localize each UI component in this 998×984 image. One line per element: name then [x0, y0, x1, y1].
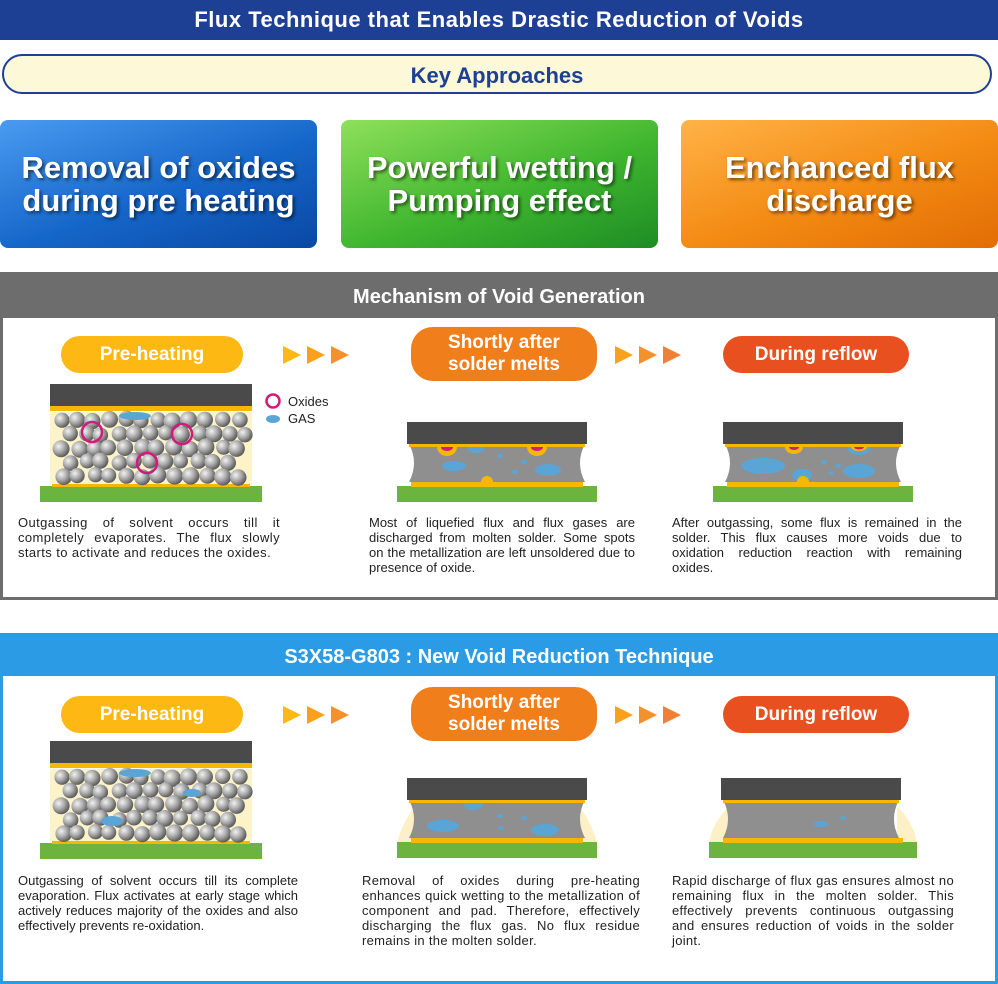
- chevron-right-icon: [615, 344, 685, 366]
- reflow-illustration: [703, 776, 933, 862]
- legend-markers: [265, 393, 285, 433]
- solder-ball: [166, 824, 183, 841]
- key-approaches-banner: Key Approaches: [2, 54, 992, 94]
- solder-ball: [191, 453, 207, 469]
- stage-label-line: solder melts: [448, 354, 560, 375]
- solder-ball: [70, 468, 85, 483]
- solder-ball: [149, 823, 166, 840]
- approach-line: Enchanced flux: [724, 150, 955, 185]
- solder-ball: [101, 468, 116, 483]
- solder-ball: [101, 768, 118, 785]
- approach-line: Pumping effect: [387, 183, 612, 218]
- solder-ball: [54, 770, 69, 785]
- solder-ball: [149, 466, 166, 483]
- solder-ball: [197, 438, 214, 455]
- solder-ball: [182, 467, 199, 484]
- solder-ball: [88, 467, 103, 482]
- approach-wetting: [341, 120, 658, 248]
- stage-label-line: Shortly after: [448, 332, 560, 353]
- solder-ball: [63, 783, 78, 798]
- gas-bubble: [183, 789, 201, 797]
- solder-ball: [54, 413, 69, 428]
- solder-ball: [69, 412, 85, 428]
- solder-ball: [204, 454, 220, 470]
- legend-oxides: Oxides: [288, 394, 329, 409]
- new-desc-after-melt: Removal of oxides during pre-heating enhances quick wetting to the metallization of component and pad. Therefore, effectively discharging the flux gas. No flux residue remains in the molten solder.: [362, 873, 640, 948]
- solder-ball: [55, 825, 72, 842]
- solder-ball: [117, 796, 134, 813]
- solder-ball: [180, 768, 197, 785]
- chevron-right-icon: [283, 704, 353, 726]
- solder-ball: [79, 783, 95, 799]
- stage-label-line: Shortly after: [448, 692, 560, 713]
- legend-labels: [288, 393, 328, 427]
- solder-ball: [118, 825, 134, 841]
- oxide-legend-icon: [267, 395, 280, 408]
- solder-ball: [228, 797, 245, 814]
- solder-ball: [143, 425, 159, 441]
- solder-ball: [117, 439, 134, 456]
- solder-ball: [126, 810, 142, 826]
- solder-ball: [173, 454, 188, 469]
- solder-ball: [166, 467, 183, 484]
- solder-ball: [101, 825, 116, 840]
- stage-preheating-label: Pre-heating: [61, 696, 243, 733]
- solder-ball: [237, 427, 252, 442]
- gas-bubble: [119, 412, 151, 420]
- chevron-right-icon: [615, 704, 685, 726]
- solder-ball: [112, 783, 128, 799]
- stage-reflow-label: During reflow: [723, 336, 909, 373]
- chevron-right-icon: [283, 344, 353, 366]
- approach-line: Powerful wetting /: [366, 150, 633, 185]
- solder-ball: [70, 825, 85, 840]
- stage-after-melt-label: [411, 327, 597, 381]
- solder-ball: [199, 825, 215, 841]
- new-desc-reflow: Rapid discharge of flux gas ensures almost no remaining flux in the molten solder. This effectively prevents continuous outgassing and ensures reduction of voids in the solder joint.: [672, 873, 954, 948]
- solder-ball: [232, 769, 248, 785]
- mechanism-heading: Mechanism of Void Generation: [3, 275, 995, 318]
- solder-ball: [214, 825, 231, 842]
- solder-ball: [69, 769, 85, 785]
- stage-reflow-label: During reflow: [723, 696, 909, 733]
- after-melt-illustration: [397, 776, 627, 862]
- solder-ball: [228, 440, 245, 457]
- gas-bubble: [101, 816, 123, 826]
- approach-line: Removal of oxides: [21, 150, 296, 185]
- solder-ball: [63, 426, 78, 441]
- stage-preheating-label: Pre-heating: [61, 336, 243, 373]
- solder-ball: [53, 797, 70, 814]
- mechanism-section: [0, 272, 998, 600]
- solder-ball: [151, 412, 166, 427]
- approach-oxide-removal: [0, 120, 317, 248]
- solder-ball: [230, 826, 247, 843]
- legend-gas: GAS: [288, 411, 316, 426]
- solder-ball: [199, 468, 215, 484]
- solder-ball: [134, 826, 150, 842]
- solder-ball: [53, 440, 70, 457]
- approach-flux-discharge: [681, 120, 998, 248]
- solder-ball: [142, 810, 158, 826]
- after-melt-illustration: [397, 420, 627, 506]
- solder-ball: [173, 811, 188, 826]
- solder-ball: [222, 426, 238, 442]
- new-desc-preheating: Outgassing of solvent occurs till its complete evaporation. Flux activates at early stage which actively reduces majority of the oxides and also effectively prevents re-oxidation.: [18, 873, 298, 933]
- approach-line: during pre heating: [22, 183, 295, 218]
- stage-label-line: solder melts: [448, 714, 560, 735]
- mechanism-desc-reflow: After outgassing, some flux is remained in the solder. This flux causes more voids due to oxidation reduction reaction with remaining oxides.: [672, 515, 962, 575]
- new-technique-section: [0, 633, 998, 984]
- solder-ball: [230, 469, 247, 486]
- solder-ball: [232, 412, 248, 428]
- gas-bubble: [119, 769, 151, 777]
- approach-line: discharge: [766, 183, 913, 218]
- solder-ball: [151, 769, 166, 784]
- solder-ball: [165, 795, 182, 812]
- preheating-illustration: [40, 741, 270, 861]
- solder-ball: [158, 782, 173, 797]
- solder-ball: [215, 769, 230, 784]
- preheating-illustration: [40, 384, 270, 504]
- mechanism-desc-after-melt: Most of liquefied flux and flux gases are discharged from molten solder. Some spots on the metallization are left unsoldered due to presence of oxide.: [369, 515, 635, 575]
- solder-ball: [222, 783, 238, 799]
- solder-ball: [215, 412, 230, 427]
- page-title: Flux Technique that Enables Drastic Reduction of Voids: [0, 0, 998, 40]
- solder-ball: [55, 468, 72, 485]
- solder-ball: [143, 782, 159, 798]
- solder-ball: [204, 811, 220, 827]
- gas-legend-icon: [266, 415, 280, 423]
- solder-ball: [191, 810, 207, 826]
- reflow-illustration: [713, 420, 943, 506]
- solder-ball: [88, 824, 103, 839]
- solder-ball: [182, 824, 199, 841]
- solder-ball: [214, 468, 231, 485]
- solder-ball: [92, 453, 108, 469]
- solder-ball: [118, 468, 134, 484]
- solder-ball: [197, 795, 214, 812]
- new-technique-heading: S3X58-G803 : New Void Reduction Technique: [3, 636, 995, 676]
- solder-ball: [112, 426, 128, 442]
- solder-ball: [101, 411, 118, 428]
- mechanism-desc-preheating: Outgassing of solvent occurs till it completely evaporates. The flux slowly starts to activate and reduces the oxides.: [18, 515, 280, 560]
- stage-after-melt-label: [411, 687, 597, 741]
- solder-ball: [237, 784, 252, 799]
